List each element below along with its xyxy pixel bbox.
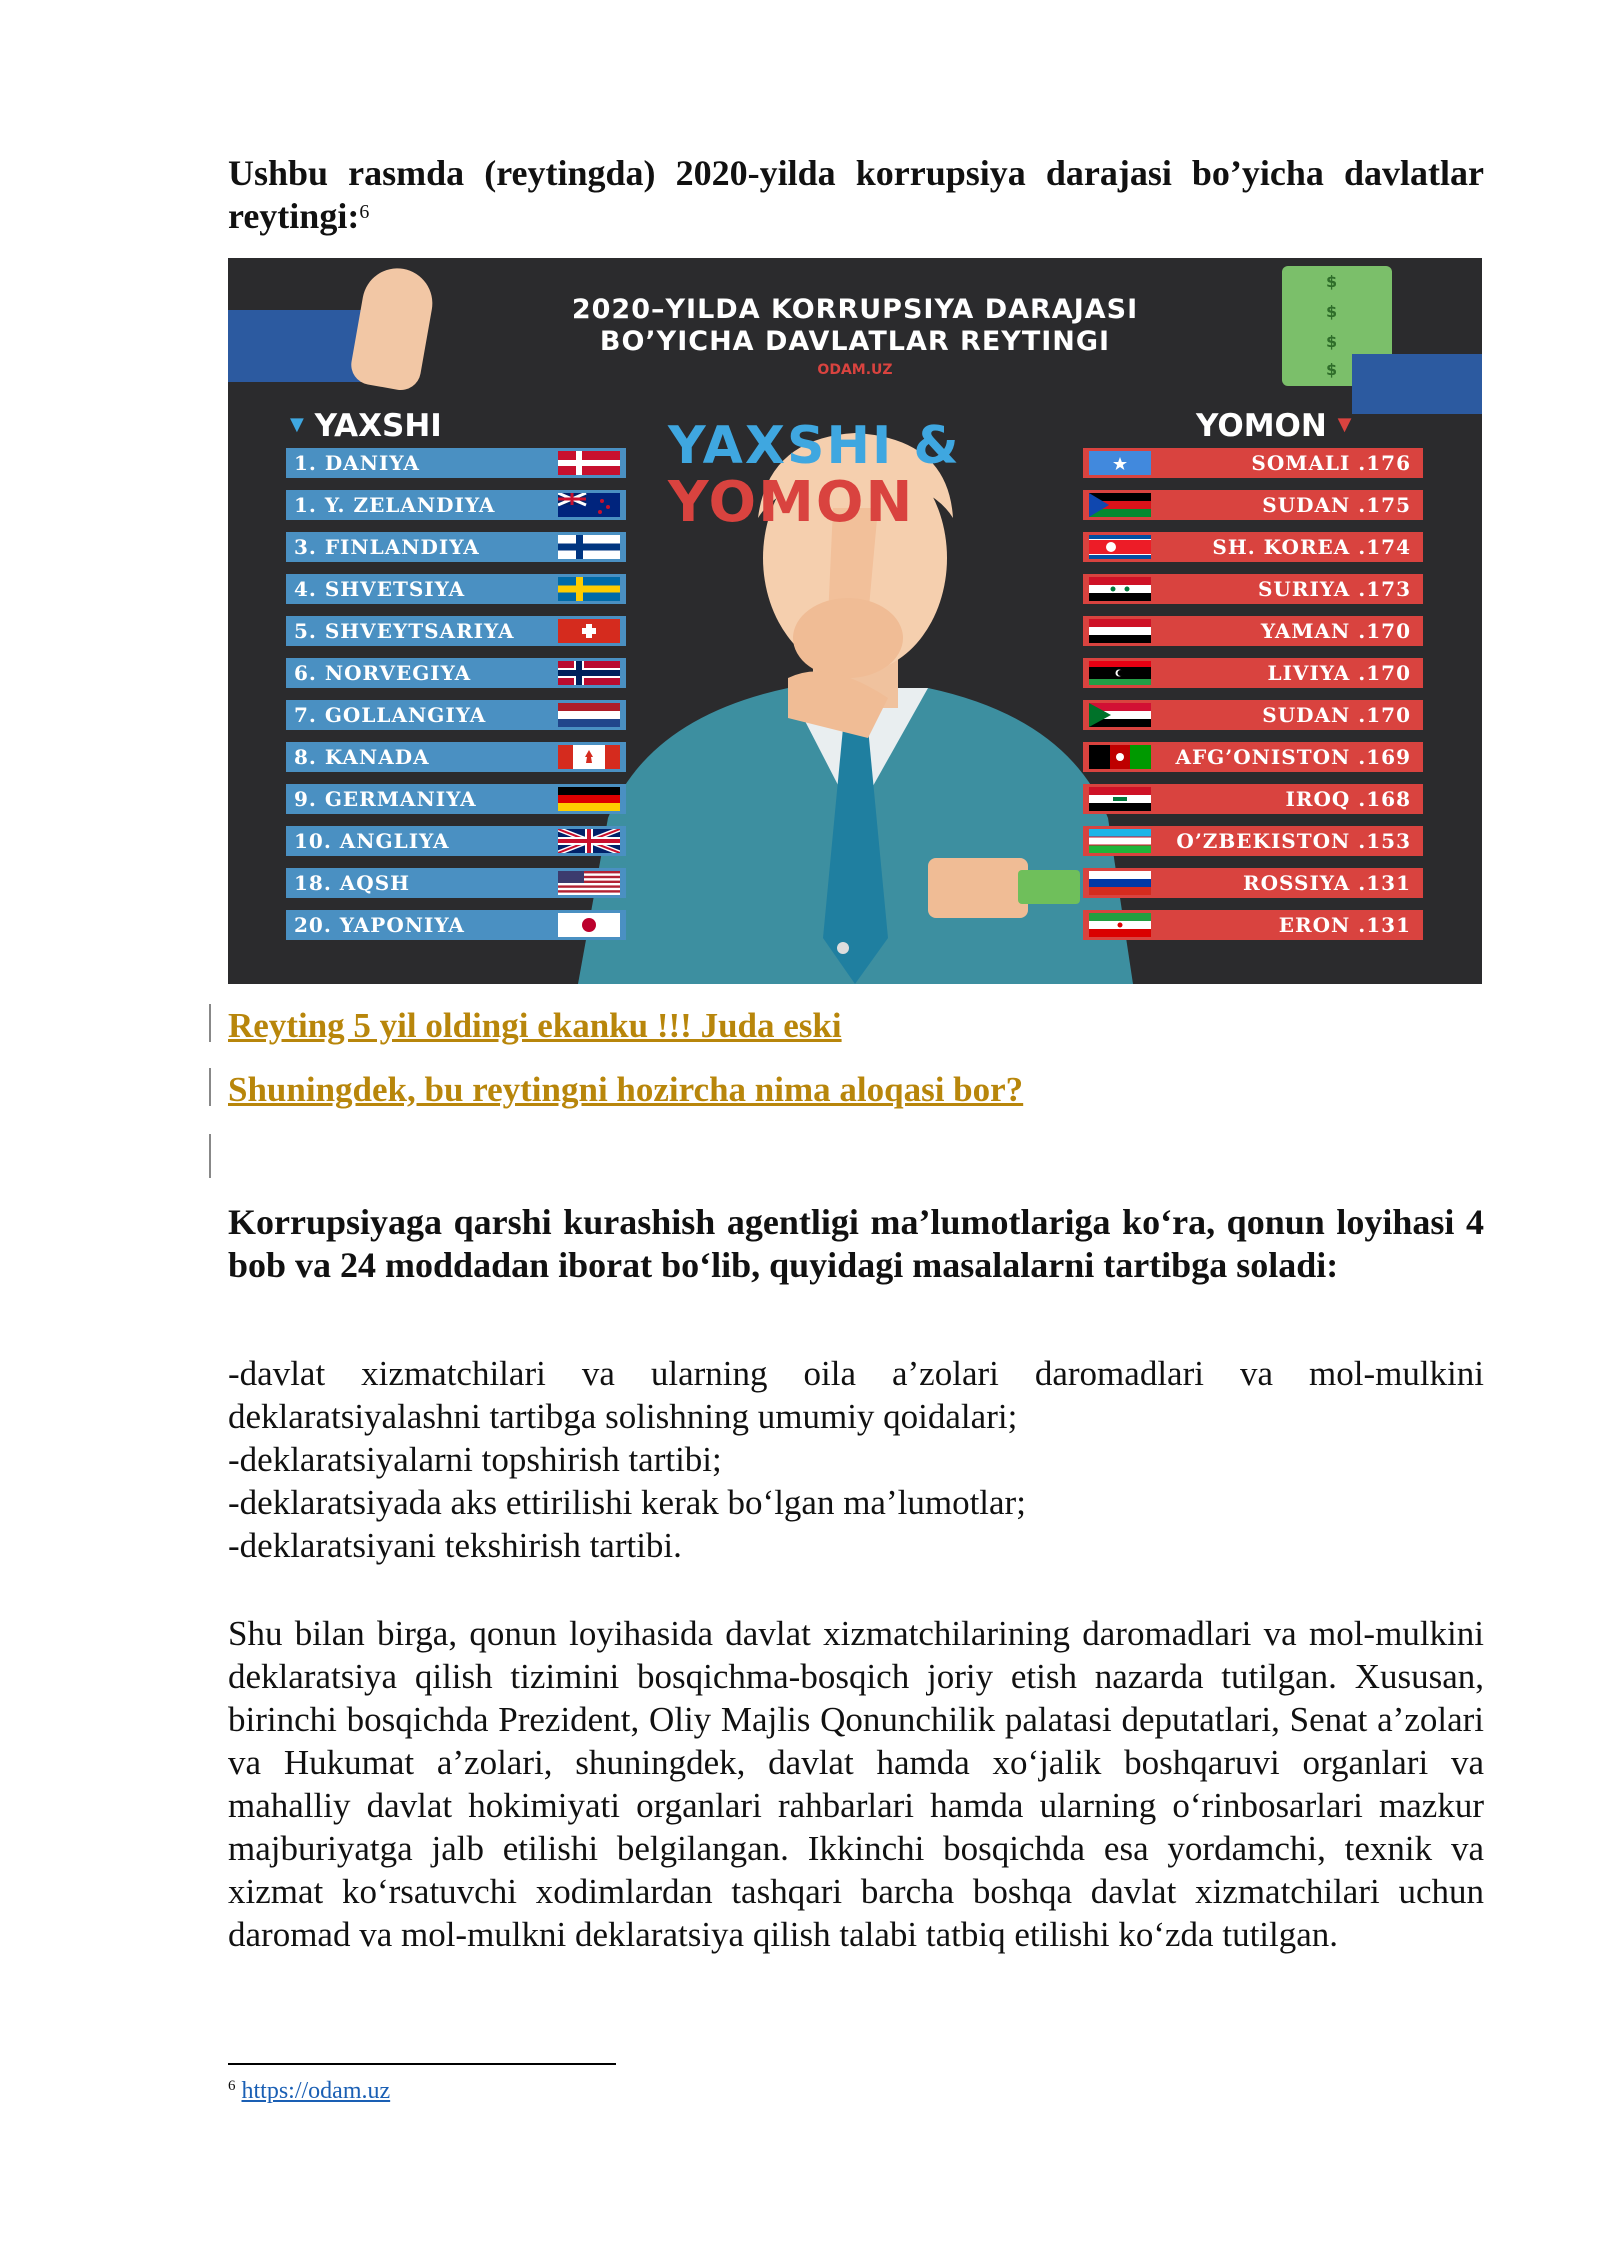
uk-flag-icon [558,829,620,853]
review-comment-2[interactable]: Shuningdek, bu reytingni hozircha nima aloqasi bor? [228,1070,1024,1109]
center-title-good: YAXSHI & [668,416,961,476]
footnote [228,2078,390,2105]
russia-flag-icon [1089,871,1151,895]
netherlands-flag-icon [558,703,620,727]
list-item: 3. FINLANDIYA [286,532,626,562]
comment-margin-bar [209,1068,211,1106]
usa-flag-icon [558,871,620,895]
footnote-link[interactable]: https://odam.uz [241,2078,391,2104]
list-item: SURIYA .173 [1083,574,1423,604]
list-item: AFG’ONISTON .169 [1083,742,1423,772]
footnote-reference[interactable]: 6 [359,201,370,223]
yemen-flag-icon [1089,619,1151,643]
list-item: SOMALI .176 [1083,448,1423,478]
uzbekistan-flag-icon [1089,829,1151,853]
triangle-down-icon: ▼ [290,414,304,435]
list-item: SH. KOREA .174 [1083,532,1423,562]
list-item: SUDAN .170 [1083,700,1423,730]
sweden-flag-icon [558,577,620,601]
list-item: 10. ANGLIYA [286,826,626,856]
review-comment-1[interactable]: Reyting 5 yil oldingi ekanku !!! Juda eski [228,1006,842,1045]
list-item: SUDAN .175 [1083,490,1423,520]
list-item: -deklaratsiyada aks ettirilishi kerak bo‘lgan ma’lumotlar; [228,1483,1026,1522]
list-item: -deklaratsiyalarni topshirish tartibi; [228,1440,722,1479]
triangle-down-icon: ▼ [1337,414,1352,435]
list-item: 1. DANIYA [286,448,626,478]
intro-text: Ushbu rasmda (reytingda) 2020-yilda korrupsiya darajasi bo’yicha davlatlar reytingi: [228,153,1484,236]
denmark-flag-icon [558,451,620,475]
list-item: 4. SHVETSIYA [286,574,626,604]
somalia-flag-icon [1089,451,1151,475]
infographic-source: ODAM.UZ [817,362,893,378]
infographic-title: 2020–YILDA KORRUPSIYA DARAJASI BO’YICHA DAVLATLAR REYTINGI [571,294,1139,357]
comment-margin-bar [209,1004,211,1042]
japan-flag-icon [558,913,620,937]
money-stack-icon: $ $ $ $ [1282,266,1392,386]
list-item: ERON .131 [1083,910,1423,940]
bad-heading: YOMON ▼ [1196,408,1352,444]
list-item: 8. KANADA [286,742,626,772]
footnote-number: 6 [228,2078,236,2094]
body-section [228,1612,1484,1956]
list-item: ROSSIYA .131 [1083,868,1423,898]
switzerland-flag-icon [558,619,620,643]
norway-flag-icon [558,661,620,685]
finland-flag-icon [558,535,620,559]
agency-paragraph: Korrupsiyaga qarshi kurashish agentligi ma’lumotlariga ko‘ra, qonun loyihasi 4 bob va 24 moddadan iborat bo‘lib, quyidagi masalalarni tartibga soladi: [228,1202,1484,1285]
libya-flag-icon [1089,661,1151,685]
list-item: -deklaratsiyani tekshirish tartibi. [228,1526,682,1565]
syria-flag-icon [1089,577,1151,601]
list-item: 7. GOLLANGIYA [286,700,626,730]
new-zealand-flag-icon [558,493,620,517]
list-item: -davlat xizmatchilari va ularning oila a’zolari daromadlari va mol-mulkini deklaratsiyalashni tartibga solishning umumiy qoidalari; [228,1354,1484,1436]
list-item: 20. YAPONIYA [286,910,626,940]
list-item: O’ZBEKISTON .153 [1083,826,1423,856]
canada-flag-icon [558,745,620,769]
provisions-list [228,1352,1484,1567]
list-item: YAMAN .170 [1083,616,1423,646]
body-paragraph: Shu bilan birga, qonun loyihasida davlat xizmatchilarining daromadlari va mol-mulkini deklaratsiya qilish tizimini bosqichma-bosqich joriy etish nazarda tutilgan. Xususan, birinchi bosqichda Prezident, Oliy Majlis Qonunchilik palatasi deputatlari, Senat a’zolari va Hukumat a’zolari, shuningdek, davlat hamda xo‘jalik boshqaruvi organlari va mahalliy davlat hokimiyati organlari rahbarlari hamda ularning o‘rinbosarlari mazkur majburiyatga jalb etilishi belgilangan. Ikkinchi bosqichda esa yordamchi, texnik va xizmat ko‘rsatuvchi xodimlardan tashqari barcha boshqa davlat xizmatchilari uchun daromad va mol-mulkni deklaratsiya qilish talabi tatbiq etilishi ko‘zda tutilgan. [228,1614,1484,1954]
south-sudan-flag-icon [1089,493,1151,517]
comment-margin-bar [209,1134,211,1178]
north-korea-flag-icon [1089,535,1151,559]
list-item: IROQ .168 [1083,784,1423,814]
list-item: 5. SHVEYTSARIYA [286,616,626,646]
germany-flag-icon [558,787,620,811]
afghanistan-flag-icon [1089,745,1151,769]
list-item: 6. NORVEGIYA [286,658,626,688]
center-title-bad: YOMON [668,470,915,535]
footnote-separator [228,2063,616,2065]
list-item: LIVIYA .170 [1083,658,1423,688]
intro-paragraph [228,152,1484,238]
intro-section [228,152,1484,238]
sudan-flag-icon [1089,703,1151,727]
iraq-flag-icon [1089,787,1151,811]
agency-section [228,1201,1484,1287]
good-heading: ▼ YAXSHI [290,408,442,444]
list-item: 18. AQSH [286,868,626,898]
list-item: 9. GERMANIYA [286,784,626,814]
list-item: 1. Y. ZELANDIYA [286,490,626,520]
corruption-ranking-infographic [228,258,1482,984]
iran-flag-icon [1089,913,1151,937]
